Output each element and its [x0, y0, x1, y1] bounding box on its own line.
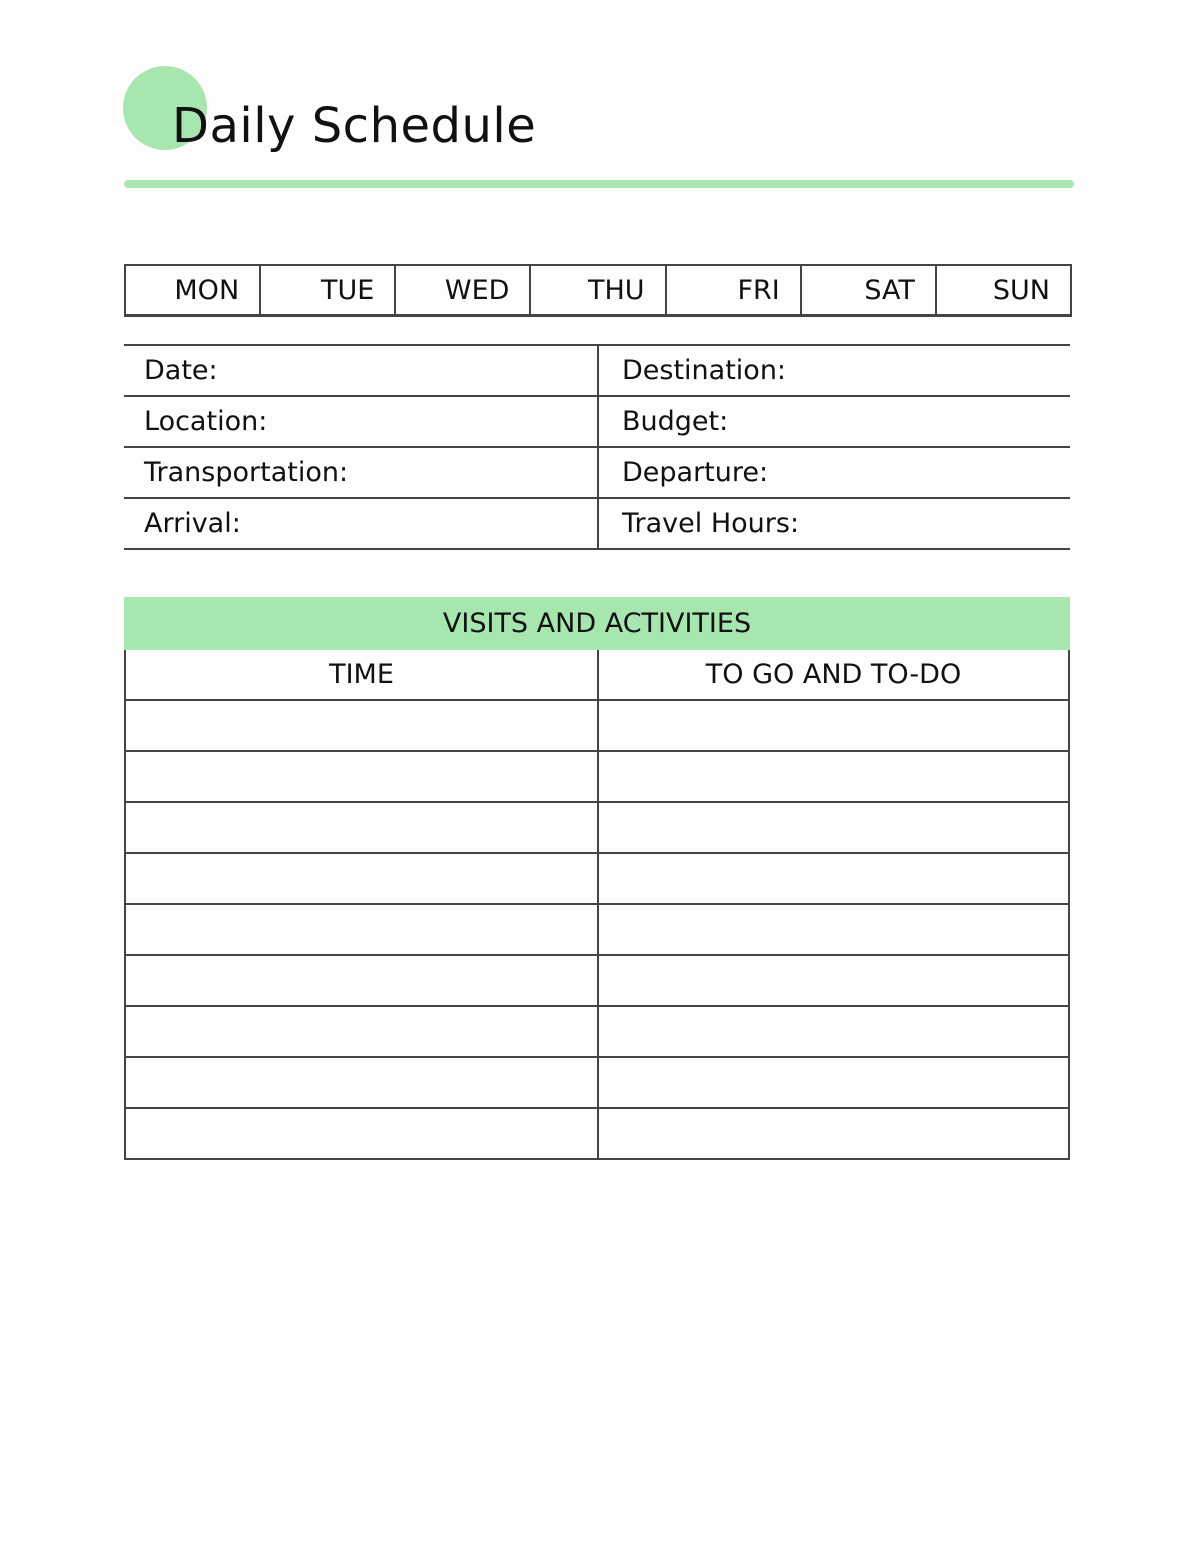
table-row [124, 752, 1070, 803]
todo-cell[interactable] [597, 854, 1068, 903]
day-sun[interactable]: SUN [992, 274, 1050, 306]
table-row [124, 956, 1070, 1007]
table-row [124, 1109, 1070, 1160]
todo-cell[interactable] [597, 1058, 1068, 1107]
departure-field[interactable]: Departure: [597, 448, 1070, 497]
info-row [124, 499, 1070, 550]
time-cell[interactable] [126, 752, 597, 801]
visits-header-row [124, 650, 1070, 701]
todo-cell[interactable] [597, 905, 1068, 954]
page-title: Daily Schedule [172, 98, 537, 154]
info-row [124, 397, 1070, 448]
time-cell[interactable] [126, 1007, 597, 1056]
time-cell[interactable] [126, 1058, 597, 1107]
time-cell[interactable] [126, 905, 597, 954]
trip-info-table [124, 344, 1070, 550]
time-cell[interactable] [126, 701, 597, 750]
todo-column-header: TO GO AND TO-DO [597, 650, 1068, 699]
time-cell[interactable] [126, 803, 597, 852]
info-row [124, 448, 1070, 499]
day-selector [124, 264, 1072, 317]
todo-cell[interactable] [597, 1007, 1068, 1056]
day-wed[interactable]: WED [396, 266, 531, 314]
visits-table [124, 597, 1070, 1160]
day-thu[interactable]: THU [531, 266, 666, 314]
time-cell[interactable] [126, 956, 597, 1005]
table-row [124, 1058, 1070, 1109]
travel-hours-field[interactable]: Travel Hours: [597, 499, 1070, 548]
day-fri[interactable]: FRI [667, 266, 802, 314]
table-row [124, 701, 1070, 752]
arrival-field[interactable]: Arrival: [144, 508, 241, 539]
todo-cell[interactable] [597, 701, 1068, 750]
time-cell[interactable] [126, 854, 597, 903]
budget-field[interactable]: Budget: [597, 397, 1070, 446]
table-row [124, 1007, 1070, 1058]
table-row [124, 803, 1070, 854]
time-column-header: TIME [329, 659, 394, 690]
date-field[interactable]: Date: [144, 355, 218, 386]
todo-cell[interactable] [597, 803, 1068, 852]
table-row [124, 854, 1070, 905]
time-cell[interactable] [126, 1109, 597, 1158]
todo-cell[interactable] [597, 752, 1068, 801]
day-mon[interactable]: MON [126, 266, 261, 314]
todo-cell[interactable] [597, 956, 1068, 1005]
todo-cell[interactable] [597, 1109, 1068, 1158]
info-row [124, 346, 1070, 397]
transportation-field[interactable]: Transportation: [144, 457, 349, 488]
visits-heading: VISITS AND ACTIVITIES [124, 597, 1070, 650]
table-row [124, 905, 1070, 956]
day-sat[interactable]: SAT [802, 266, 937, 314]
location-field[interactable]: Location: [144, 406, 268, 437]
day-tue[interactable]: TUE [261, 266, 396, 314]
destination-field[interactable]: Destination: [597, 346, 1070, 395]
title-underline [124, 180, 1074, 188]
